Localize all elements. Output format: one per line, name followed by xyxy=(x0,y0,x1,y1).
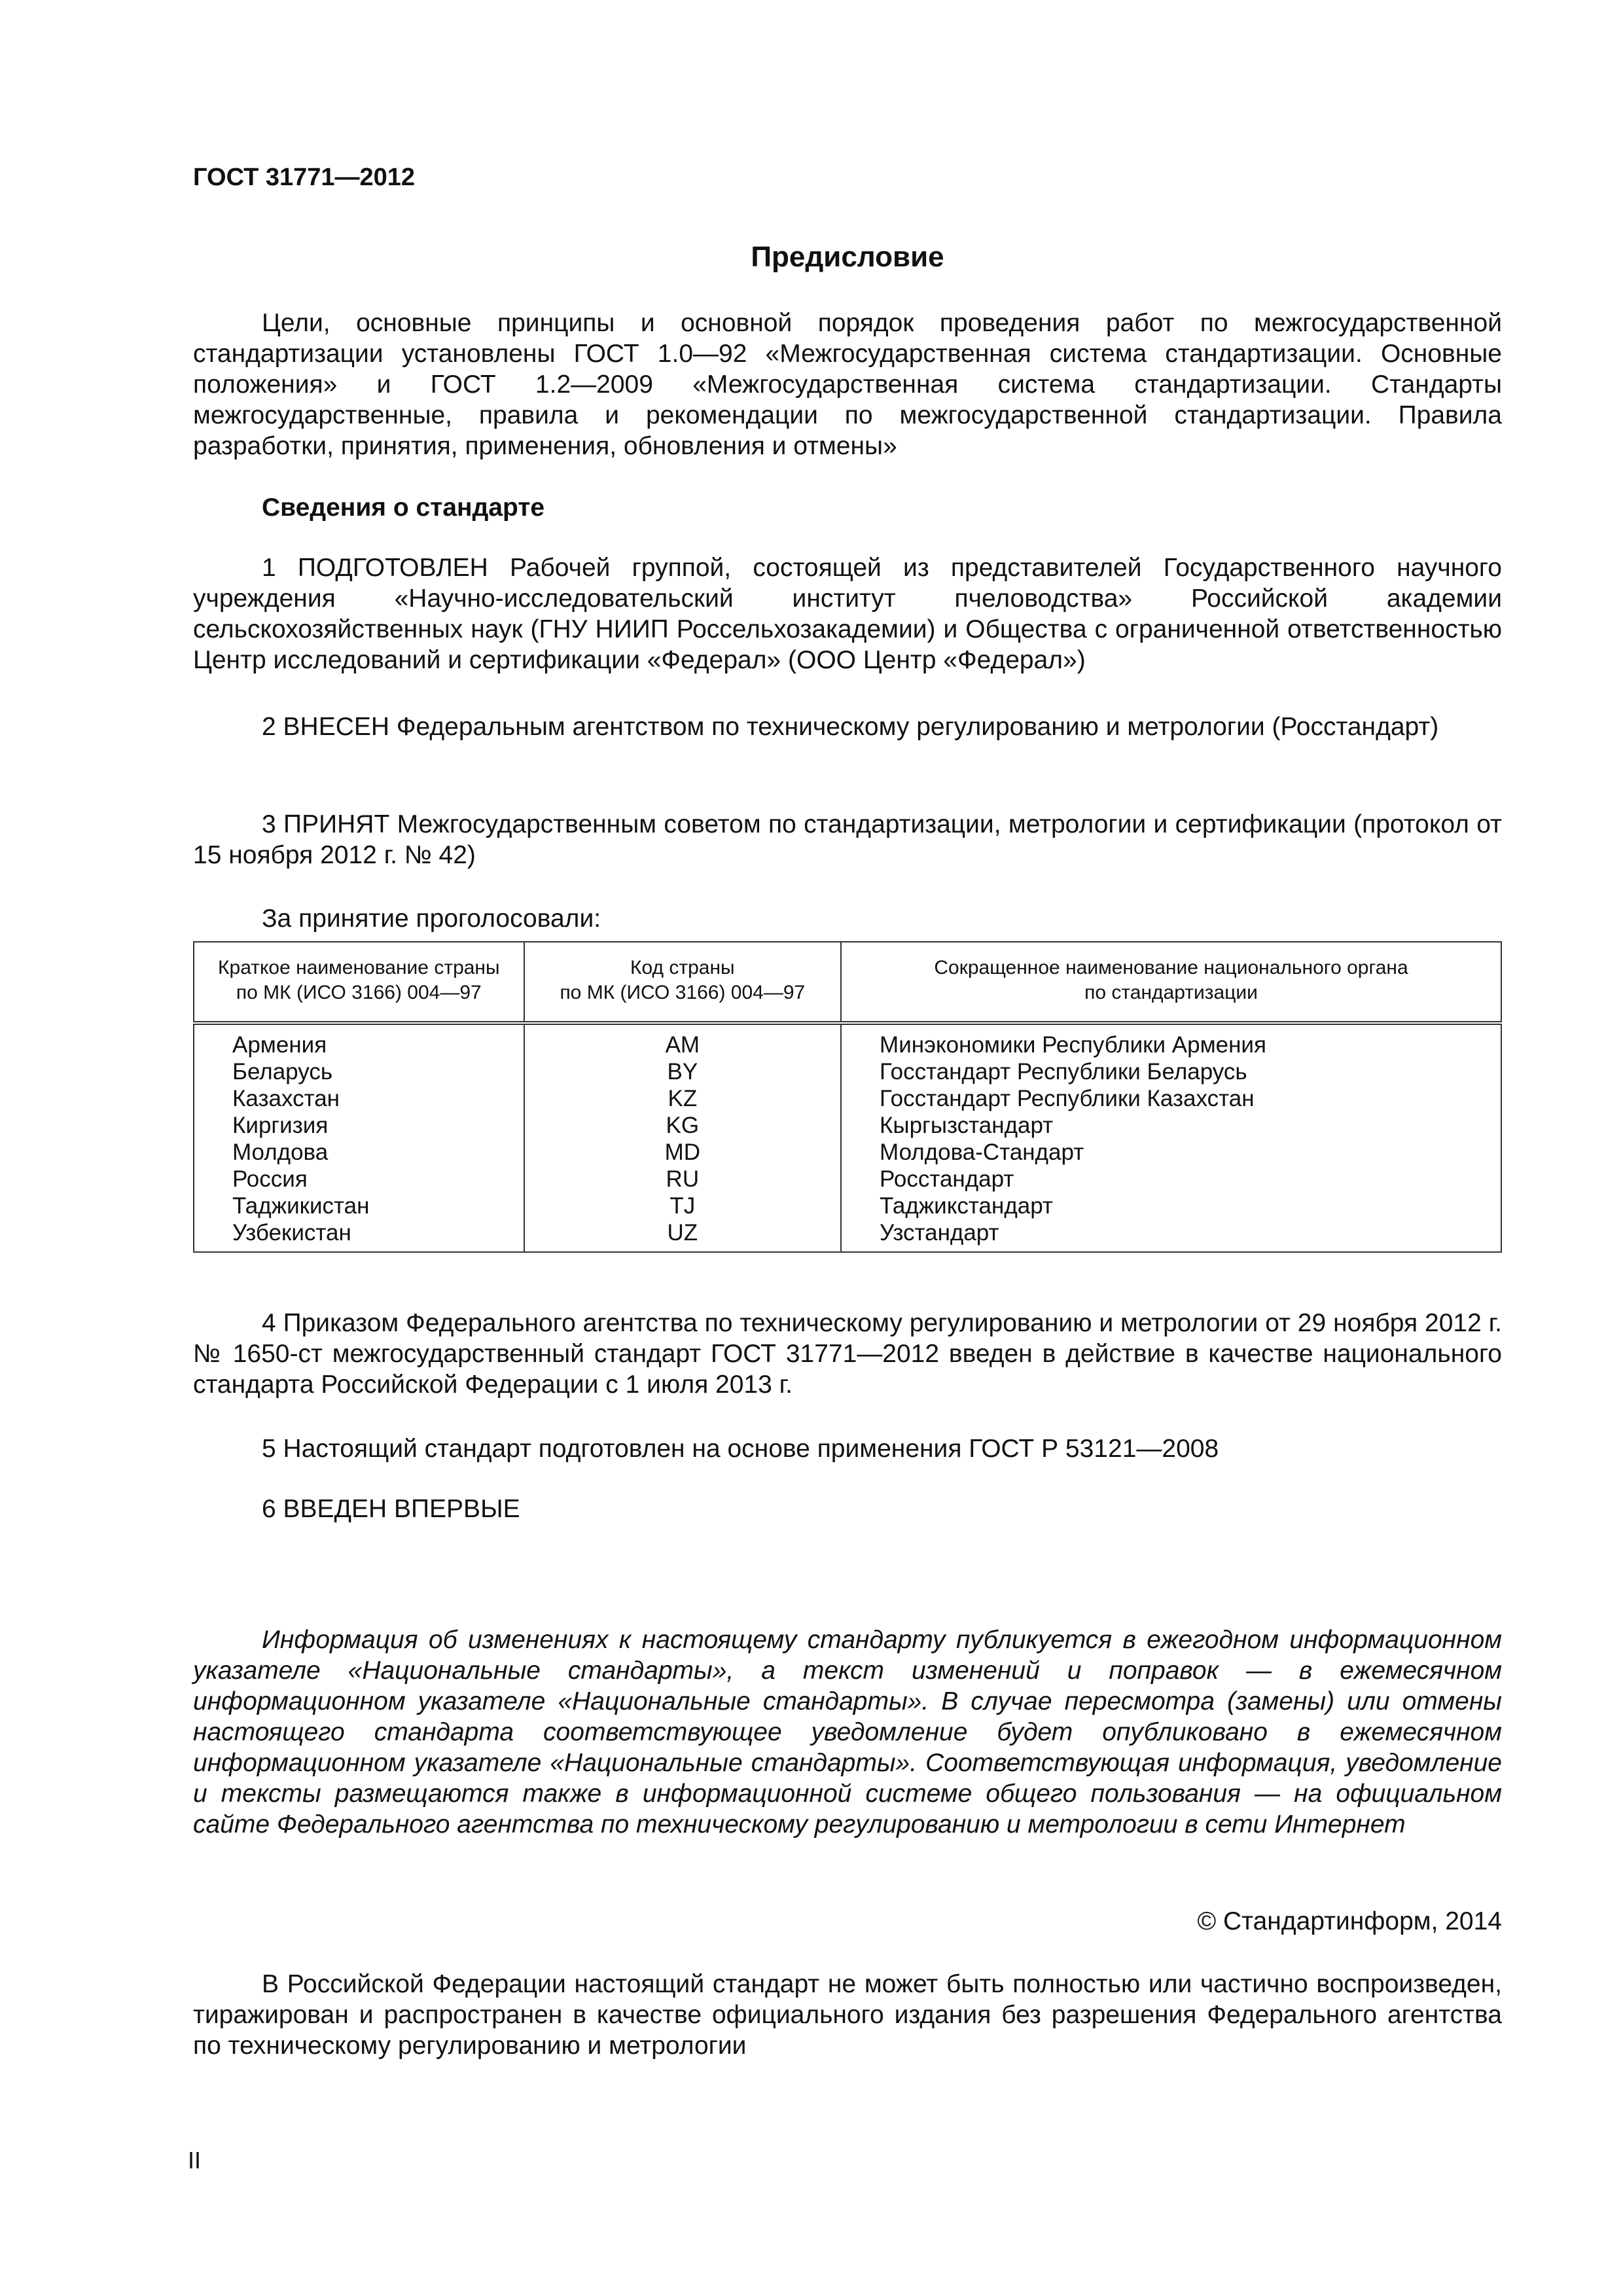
voted-label: За принятие проголосовали: xyxy=(262,905,601,933)
country-name: Россия xyxy=(194,1166,524,1193)
page-number: II xyxy=(188,2147,202,2174)
country-name: Киргизия xyxy=(194,1112,524,1139)
country-code: UZ xyxy=(524,1219,841,1252)
changes-notice: Информация об изменениях к настоящему стандарту публикуется в ежегодном информационном указателе «Национальные стандарты», а текст изменений и поправок — в ежемесячном информационном указателе «Национальные стандарты». В случае пересмотра (замены) или отмены настоящего стандарта соответствующее уведомление будет опубликовано в ежемесячном информационном указателе «Национальные стандарты». Соответствующая информация, уведомление и тексты размещаются также в информационной системе общего пользования — на официальном сайте Федерального агентства по техническому регулированию и метрологии в сети Интернет xyxy=(193,1626,1502,1839)
preface-title: Предисловие xyxy=(751,241,944,273)
standards-body: Минэкономики Республики Армения xyxy=(841,1023,1501,1058)
table-row xyxy=(194,1112,1501,1139)
header-country-code: Код страны по МК (ИСО 3166) 004—97 xyxy=(524,942,841,1023)
table-row xyxy=(194,1085,1501,1112)
table-row xyxy=(194,1166,1501,1193)
copyright: © Стандартинформ, 2014 xyxy=(1197,1907,1502,1935)
info-item-1: 1 ПОДГОТОВЛЕН Рабочей группой, состоящей из представителей Государственного научного учреждения «Научно-исследовательский институт пчеловодства» Российской академии сельскохозяйственных наук (ГНУ НИИП Россельхозакадемии) и Общества с ограниченной ответственностью Центр исследований и сертификации «Федерал» (ООО Центр «Федерал») xyxy=(193,554,1502,674)
standard-info-heading: Сведения о стандарте xyxy=(262,493,545,522)
country-code: AM xyxy=(524,1023,841,1058)
country-code: TJ xyxy=(524,1193,841,1219)
table-row xyxy=(194,1023,1501,1058)
standards-body: Молдова-Стандарт xyxy=(841,1139,1501,1166)
country-name: Молдова xyxy=(194,1139,524,1166)
country-code: RU xyxy=(524,1166,841,1193)
table-row xyxy=(194,1058,1501,1085)
standards-body: Узстандарт xyxy=(841,1219,1501,1252)
info-item-5: 5 Настоящий стандарт подготовлен на основе применения ГОСТ Р 53121—2008 xyxy=(262,1435,1219,1463)
country-code: KZ xyxy=(524,1085,841,1112)
header-country-name: Краткое наименование страны по МК (ИСО 3166) 004—97 xyxy=(194,942,524,1023)
table-row xyxy=(194,1193,1501,1219)
info-item-2: 2 ВНЕСЕН Федеральным агентством по техническому регулированию и метрологии (Росстандарт) xyxy=(262,713,1439,741)
header-standards-body: Сокращенное наименование национального органа по стандартизации xyxy=(841,942,1501,1023)
country-name: Армения xyxy=(194,1023,524,1058)
info-item-4: 4 Приказом Федерального агентства по техническому регулированию и метрологии от 29 ноября 2012 г. № 1650-ст межгосударственный стандарт ГОСТ 31771—2012 введен в действие в качестве национального стандарта Российской Федерации с 1 июля 2013 г. xyxy=(193,1309,1502,1399)
standards-body: Кыргызстандарт xyxy=(841,1112,1501,1139)
standards-body: Госстандарт Республики Беларусь xyxy=(841,1058,1501,1085)
country-name: Беларусь xyxy=(194,1058,524,1085)
country-name: Таджикистан xyxy=(194,1193,524,1219)
country-name: Узбекистан xyxy=(194,1219,524,1252)
standards-body: Госстандарт Республики Казахстан xyxy=(841,1085,1501,1112)
standards-body: Таджикстандарт xyxy=(841,1193,1501,1219)
country-code: MD xyxy=(524,1139,841,1166)
member-countries-table xyxy=(193,941,1502,1253)
table-row xyxy=(194,1139,1501,1166)
standards-body: Росстандарт xyxy=(841,1166,1501,1193)
reproduction-rights: В Российской Федерации настоящий стандарт не может быть полностью или частично воспроизведен, тиражирован и распространен в качестве официального издания без разрешения Федерального агентства по техническому регулированию и метрологии xyxy=(193,1970,1502,2060)
intro-paragraph: Цели, основные принципы и основной порядок проведения работ по межгосударственной стандартизации установлены ГОСТ 1.0—92 «Межгосударственная система стандартизации. Основные положения» и ГОСТ 1.2—2009 «Межгосударственная система стандартизации. Стандарты межгосударственные, правила и рекомендации по межгосударственной стандартизации. Правила разработки, принятия, применения, обновления и отмены» xyxy=(193,309,1502,460)
country-code: KG xyxy=(524,1112,841,1139)
info-item-3: 3 ПРИНЯТ Межгосударственным советом по стандартизации, метрологии и сертификации (протокол от 15 ноября 2012 г. № 42) xyxy=(193,810,1502,869)
document-id: ГОСТ 31771—2012 xyxy=(193,164,416,191)
info-item-6: 6 ВВЕДЕН ВПЕРВЫЕ xyxy=(262,1495,520,1523)
table-row xyxy=(194,1219,1501,1252)
table-header-row xyxy=(194,942,1501,1023)
country-code: BY xyxy=(524,1058,841,1085)
country-name: Казахстан xyxy=(194,1085,524,1112)
